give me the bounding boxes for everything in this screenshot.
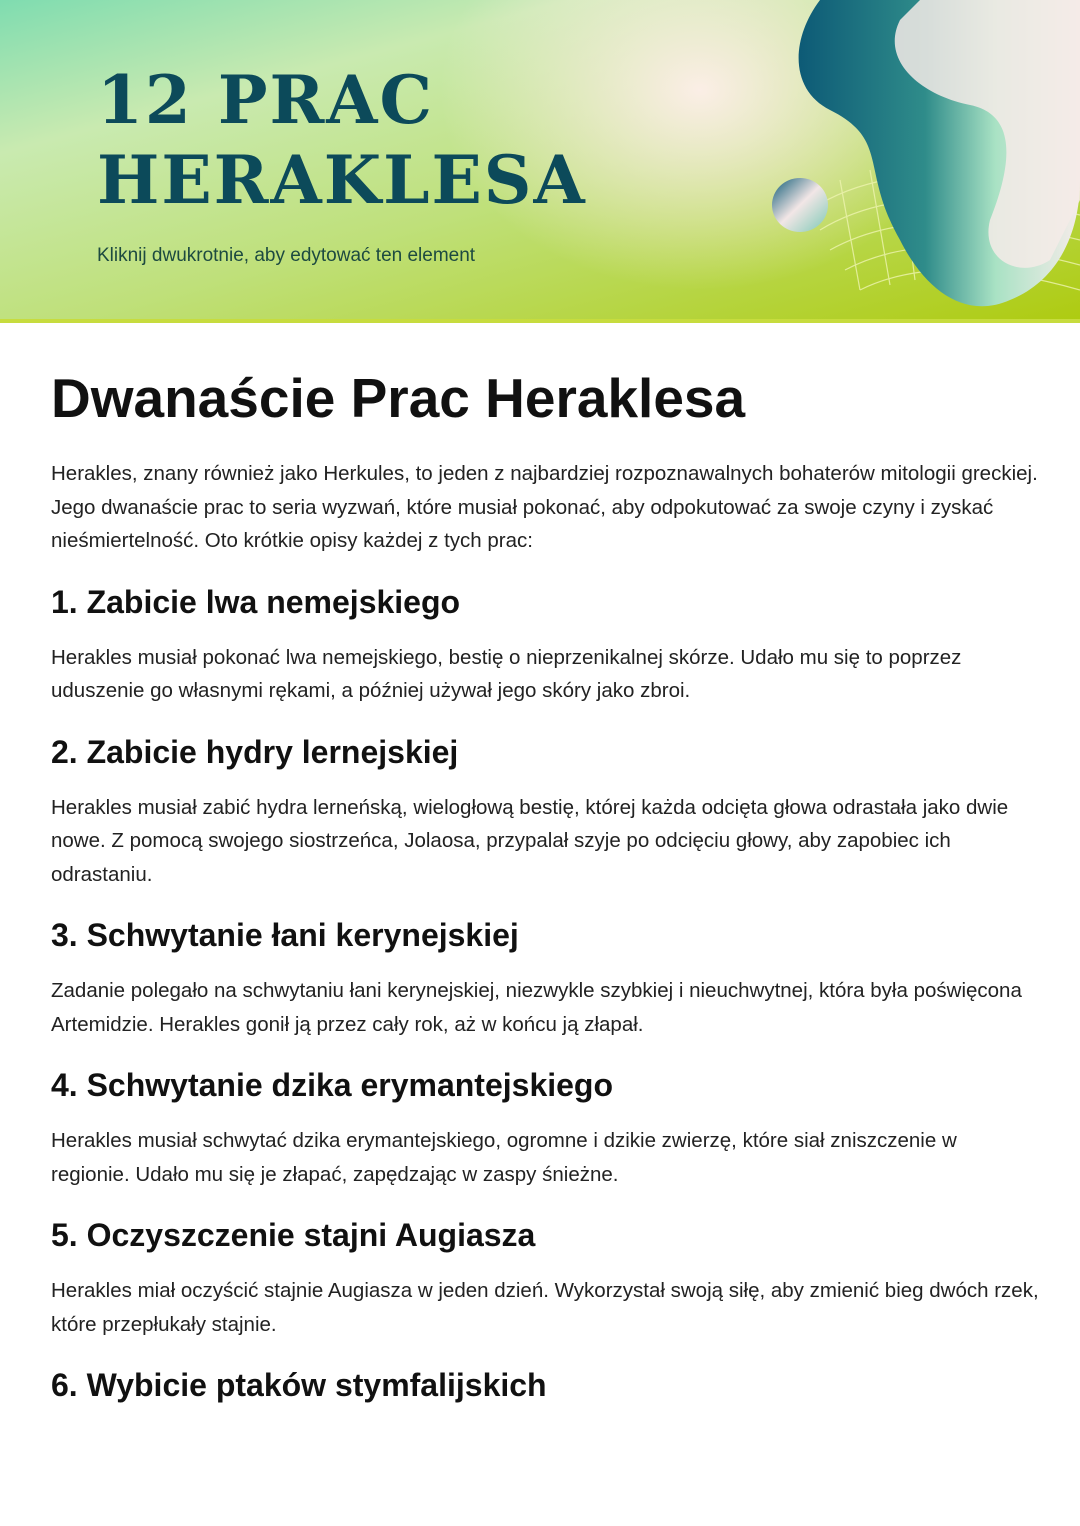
section-text: Zadanie polegało na schwytaniu łani kerynejskiej, niezwykle szybkiej i nieuchwytnej, która była poświęcona Artemidzie. Herakles gonił ją przez cały rok, aż w końcu ją złapał. — [51, 979, 1022, 1036]
intro-paragraph: Herakles, znany również jako Herkules, to jeden z najbardziej rozpoznawalnych bohaterów mitologii greckiej. Jego dwanaście prac to seria wyzwań, które musiał pokonać, aby odpokutować za swoje czyny i zyskać nieśmiertelność. Oto krótkie opisy każdej z tych prac: — [51, 462, 1038, 552]
banner-divider — [0, 319, 1080, 323]
abstract-shape-decoration — [750, 0, 1080, 323]
section-heading: 3. Schwytanie łani kerynejskiej — [51, 917, 519, 953]
edit-hint-text[interactable]: Kliknij dwukrotnie, aby edytować ten element — [97, 245, 476, 266]
section-text: Herakles miał oczyścić stajnie Augiasza w jeden dzień. Wykorzystał swoją siłę, aby zmienić bieg dwóch rzek, które przepłukały stajnie. — [51, 1279, 1039, 1336]
section-text: Herakles musiał schwytać dzika erymantejskiego, ogromne i dzikie zwierzę, które siał zniszczenie w regionie. Udało mu się je złapać, zapędzając w zaspy śnieżne. — [51, 1129, 957, 1186]
banner-title-line1: 12 PRAC — [97, 61, 435, 139]
banner-title-line2: HERAKLESA — [97, 141, 587, 219]
section-heading: 5. Oczyszczenie stajni Augiasza — [51, 1217, 536, 1253]
section-heading: 4. Schwytanie dzika erymantejskiego — [51, 1067, 614, 1103]
document-title: Dwanaście Prac Heraklesa — [51, 367, 746, 429]
header-banner — [0, 0, 1080, 323]
section-text: Herakles musiał pokonać lwa nemejskiego, bestię o nieprzenikalnej skórze. Udało mu się to poprzez uduszenie go własnymi rękami, a później używał jego skóry jako zbroi. — [51, 645, 962, 702]
banner-title — [97, 60, 587, 220]
section-heading: 1. Zabicie lwa nemejskiego — [51, 583, 461, 620]
section-heading: 2. Zabicie hydry lernejskiej — [51, 733, 459, 770]
document-body — [51, 365, 1041, 1424]
section-text: Herakles musiał zabić hydra lerneńską, wielogłową bestię, której każda odcięta głowa odrastała jako dwie nowe. Z pomocą swojego siostrzeńca, Jolaosa, przypalał szyje po odcięciu głowy, aby zapobiec ich odrastaniu. — [51, 795, 1009, 886]
section-heading: 6. Wybicie ptaków stymfalijskich — [51, 1367, 547, 1403]
